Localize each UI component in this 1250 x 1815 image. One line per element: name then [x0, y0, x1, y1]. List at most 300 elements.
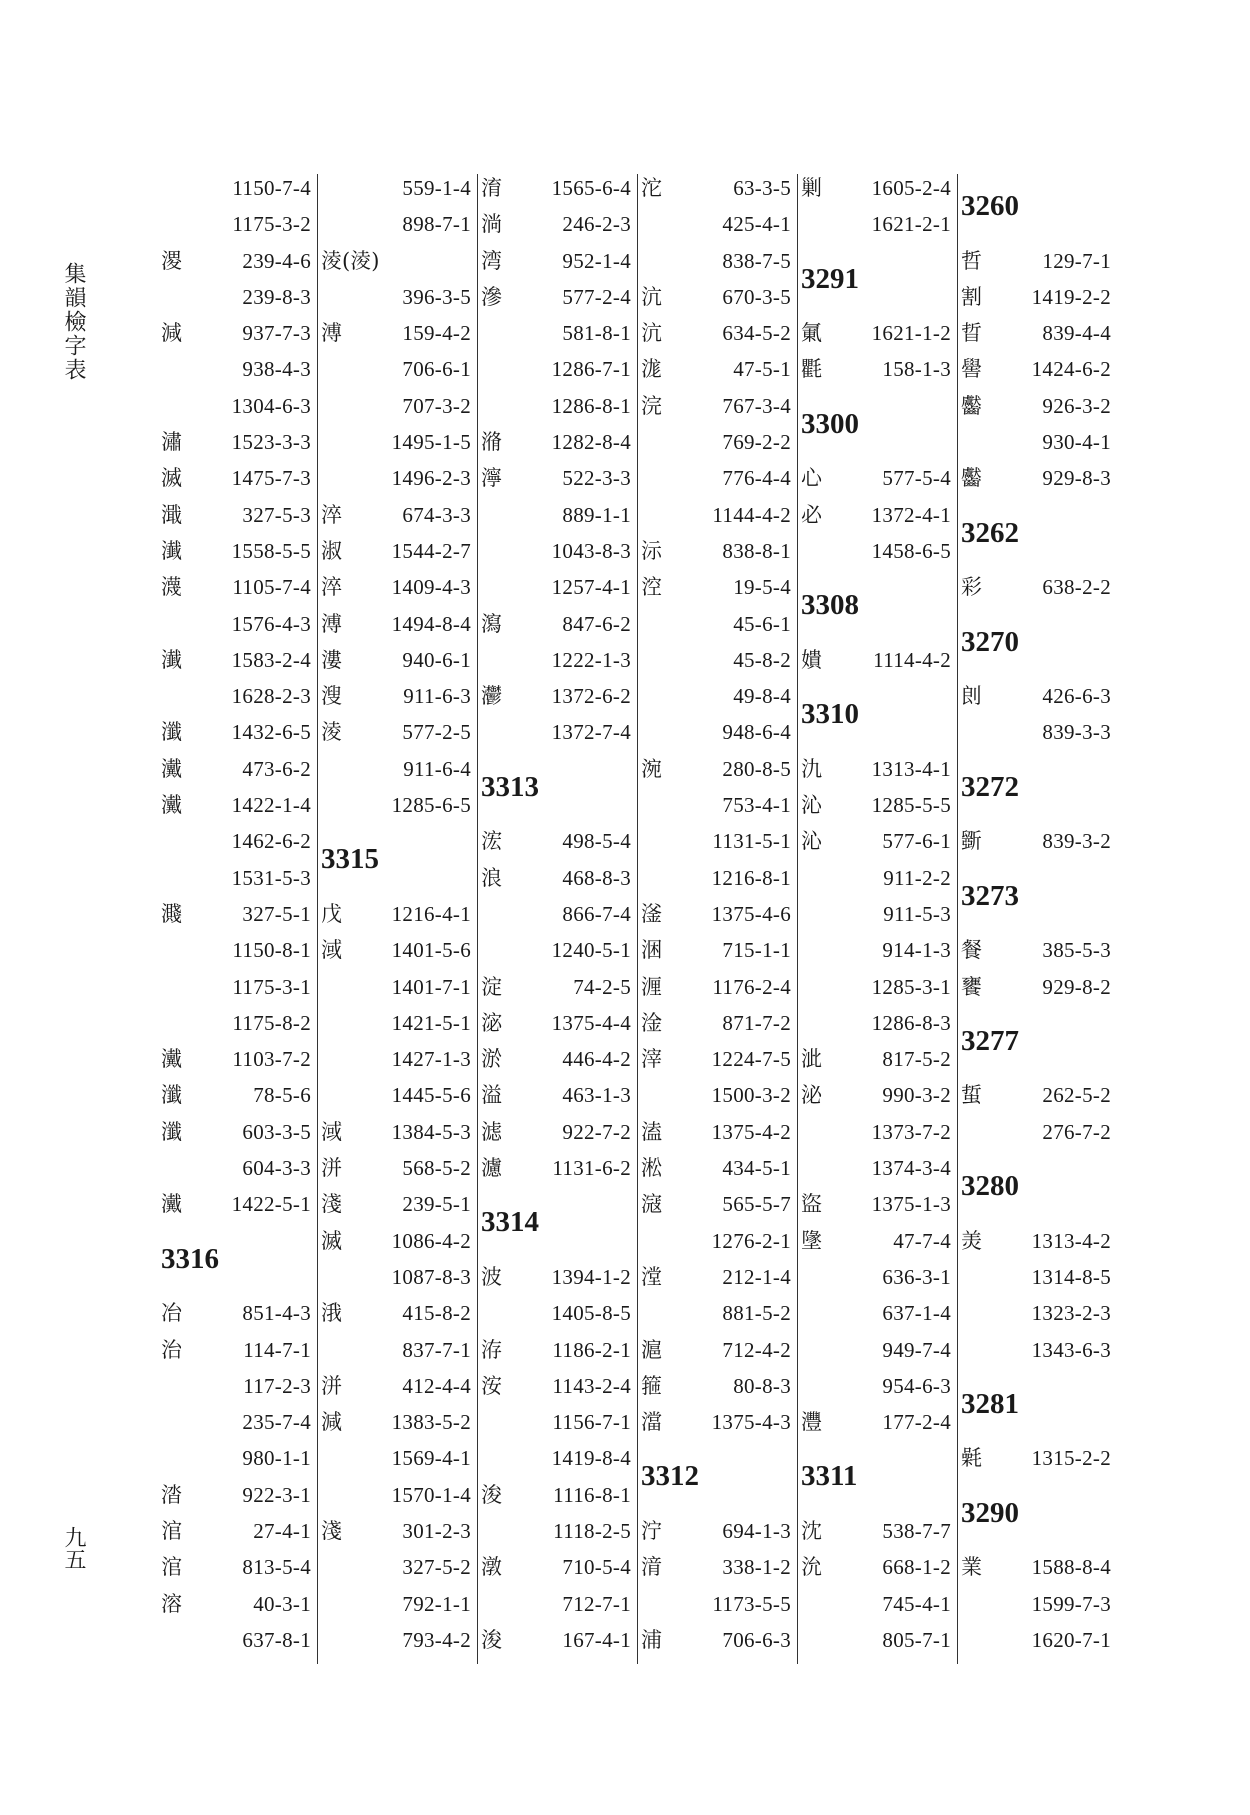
index-entry: [319, 606, 479, 642]
index-entry: [959, 969, 1119, 1005]
entry-character: 瀻: [161, 756, 182, 781]
entry-reference: 1286-7-1: [551, 357, 631, 382]
entry-character: 濈: [161, 502, 182, 527]
entry-reference: 911-2-2: [883, 865, 951, 890]
entry-reference: 839-3-3: [1042, 720, 1111, 745]
entry-reference: 1285-6-5: [391, 793, 471, 818]
entry-character: 剿: [801, 176, 822, 200]
entry-character: 滱: [641, 1192, 662, 1217]
entry-reference: 707-3-2: [402, 393, 471, 418]
index-entry: [479, 424, 639, 460]
entry-reference: 426-6-3: [1042, 684, 1111, 709]
entry-character: 潚: [161, 430, 182, 455]
entry-character: 浚: [481, 1627, 502, 1652]
entry-reference: 637-1-4: [882, 1301, 951, 1326]
entry-reference: 159-4-2: [402, 321, 471, 346]
entry-character: 淯: [481, 176, 502, 200]
entry-reference: 522-3-3: [562, 466, 631, 491]
entry-reference: 78-5-6: [253, 1083, 311, 1108]
entry-character: 沱: [641, 176, 662, 200]
index-entry: [639, 569, 799, 605]
entry-character: 滏: [641, 901, 662, 926]
entry-reference: 1372-6-2: [551, 684, 631, 709]
entry-reference: 1323-2-3: [1031, 1301, 1111, 1326]
group-heading: 3308: [801, 589, 859, 622]
entry-character: 必: [801, 502, 822, 527]
index-entry: [319, 1186, 479, 1222]
entry-reference: 301-2-3: [402, 1518, 471, 1543]
index-entry: [319, 969, 479, 1005]
entry-reference: 838-8-1: [722, 538, 791, 563]
index-entry: [159, 1368, 319, 1404]
entry-reference: 1405-8-5: [551, 1301, 631, 1326]
entry-character: 滤: [481, 1119, 502, 1144]
index-entry: [159, 642, 319, 678]
index-entry: [799, 1005, 959, 1041]
entry-reference: 1313-4-1: [871, 756, 951, 781]
index-entry: [639, 1005, 799, 1041]
entry-character: 湇: [641, 1555, 662, 1580]
index-entry: [319, 896, 479, 932]
index-entry: [159, 932, 319, 968]
index-entry: [959, 388, 1119, 424]
index-entry: [159, 1586, 319, 1622]
entry-character: 羙: [961, 1228, 982, 1253]
entry-character: 彩: [961, 575, 982, 600]
group-heading: 3300: [801, 407, 859, 440]
entry-reference: 581-8-1: [562, 321, 631, 346]
index-entry: [479, 497, 639, 533]
entry-reference: 1375-4-2: [711, 1119, 791, 1144]
entry-reference: 463-1-3: [562, 1083, 631, 1108]
index-entry: [639, 533, 799, 569]
index-entry: [799, 860, 959, 896]
entry-reference: 1544-2-7: [391, 538, 471, 563]
index-entry: [639, 1549, 799, 1585]
index-entry: [799, 460, 959, 496]
entry-character: 瀐: [161, 538, 182, 563]
index-entry: [639, 751, 799, 787]
index-entry: [639, 787, 799, 823]
index-entry: [479, 932, 639, 968]
entry-character: 瀻: [161, 1192, 182, 1217]
entry-character: 湾: [481, 248, 502, 273]
entry-reference: 898-7-1: [402, 212, 471, 237]
entry-reference: 239-5-1: [402, 1192, 471, 1217]
index-entry: [319, 1295, 479, 1331]
entry-character: 沆: [641, 321, 662, 346]
page-number: 九五: [61, 1526, 86, 1570]
entry-character: 減: [321, 1410, 342, 1435]
index-entry: [799, 1549, 959, 1585]
entry-character: 餐: [961, 938, 982, 963]
column-divider: [957, 174, 958, 1664]
entry-reference: 668-1-2: [882, 1555, 951, 1580]
index-column: [479, 170, 639, 1665]
entry-character: 淬: [321, 575, 342, 600]
index-entry: [159, 1077, 319, 1113]
entry-reference: 446-4-2: [562, 1047, 631, 1072]
entry-reference: 604-3-3: [242, 1156, 311, 1181]
index-entry: [319, 424, 479, 460]
entry-reference: 948-6-4: [722, 720, 791, 745]
index-entry: [319, 569, 479, 605]
entry-reference: 276-7-2: [1042, 1119, 1111, 1144]
entry-reference: 769-2-2: [722, 430, 791, 455]
index-entry: [319, 533, 479, 569]
entry-character: 淦: [641, 1010, 662, 1035]
entry-reference: 1523-3-3: [231, 430, 311, 455]
entry-reference: 1621-2-1: [871, 212, 951, 237]
entry-character: 瀎: [161, 575, 182, 600]
index-entry: [479, 896, 639, 932]
entry-character: 洝: [481, 1373, 502, 1398]
entry-reference: 1475-7-3: [231, 466, 311, 491]
index-entry: [799, 751, 959, 787]
index-entry: [959, 315, 1119, 351]
index-entry: [479, 642, 639, 678]
index-entry: [159, 1041, 319, 1077]
entry-reference: 1175-8-2: [232, 1010, 311, 1035]
entry-character: 溭: [161, 248, 182, 273]
index-entry: [639, 388, 799, 424]
index-entry: [159, 751, 319, 787]
entry-reference: 1605-2-4: [871, 176, 951, 200]
entry-reference: 1224-7-5: [711, 1047, 791, 1072]
index-entry: [639, 932, 799, 968]
index-entry: [159, 1186, 319, 1222]
index-entry: [799, 1259, 959, 1295]
index-entry: [639, 969, 799, 1005]
index-entry: [159, 315, 319, 351]
entry-reference: 239-8-3: [242, 284, 311, 309]
index-entry: [959, 1440, 1119, 1476]
index-entry: [639, 243, 799, 279]
entry-reference: 239-4-6: [242, 248, 311, 273]
entry-character: 沶: [641, 538, 662, 563]
entry-reference: 1043-8-3: [551, 538, 631, 563]
entry-reference: 1419-2-2: [1031, 284, 1111, 309]
group-heading: 3281: [961, 1387, 1019, 1420]
entry-character: 浦: [641, 1627, 662, 1652]
entry-reference: 565-5-7: [722, 1192, 791, 1217]
entry-reference: 262-5-2: [1042, 1083, 1111, 1108]
entry-character: 齾: [961, 393, 982, 418]
entry-character: 瀸: [161, 1083, 182, 1108]
index-entry: [159, 460, 319, 496]
entry-reference: 538-7-7: [882, 1518, 951, 1543]
index-entry: [479, 714, 639, 750]
entry-reference: 1375-4-6: [711, 901, 791, 926]
entry-character: 淩(淩): [321, 248, 380, 273]
entry-reference: 280-8-5: [722, 756, 791, 781]
entry-reference: 911-6-4: [403, 756, 471, 781]
entry-reference: 1372-7-4: [551, 720, 631, 745]
index-entry: [639, 1332, 799, 1368]
index-entry: [159, 1005, 319, 1041]
index-entry: [799, 1223, 959, 1259]
index-entry: [479, 1404, 639, 1440]
entry-character: 剆: [961, 684, 982, 709]
entry-reference: 1150-8-1: [232, 938, 311, 963]
entry-character: 淬: [321, 502, 342, 527]
index-entry: [959, 279, 1119, 315]
entry-reference: 954-6-3: [882, 1373, 951, 1398]
index-column: [639, 170, 799, 1665]
index-entry: [639, 206, 799, 242]
entry-character: 浤: [481, 829, 502, 854]
entry-reference: 914-1-3: [882, 938, 951, 963]
index-entry: [319, 1332, 479, 1368]
entry-reference: 1383-5-2: [391, 1410, 471, 1435]
entry-reference: 1421-5-1: [391, 1010, 471, 1035]
index-entry: [959, 1077, 1119, 1113]
index-entry: [639, 279, 799, 315]
index-entry: [639, 1041, 799, 1077]
entry-character: 濘: [481, 466, 502, 491]
entry-character: 溥: [321, 321, 342, 346]
index-entry: [479, 606, 639, 642]
index-entry: [799, 1114, 959, 1150]
entry-reference: 1628-2-3: [231, 684, 311, 709]
entry-character: 淀: [481, 974, 502, 999]
index-entry: [319, 1077, 479, 1113]
index-entry: [639, 1259, 799, 1295]
entry-character: 沁: [801, 829, 822, 854]
entry-reference: 1494-8-4: [391, 611, 471, 636]
index-entry: [959, 243, 1119, 279]
entry-reference: 1087-8-3: [391, 1264, 471, 1289]
index-entry: [639, 424, 799, 460]
entry-reference: 1343-6-3: [1031, 1337, 1111, 1362]
index-entry: [799, 170, 959, 206]
index-entry: [319, 1150, 479, 1186]
index-entry: [479, 1150, 639, 1186]
entry-reference: 568-5-2: [402, 1156, 471, 1181]
index-entry: [479, 1440, 639, 1476]
entry-reference: 1257-4-1: [551, 575, 631, 600]
entry-reference: 706-6-3: [722, 1627, 791, 1652]
index-entry: [799, 787, 959, 823]
entry-character: 淑: [321, 538, 342, 563]
index-entry: [479, 460, 639, 496]
entry-character: 瀉: [481, 611, 502, 636]
index-entry: [159, 678, 319, 714]
entry-reference: 839-4-4: [1042, 321, 1111, 346]
index-entry: [799, 206, 959, 242]
group-heading: 3290: [961, 1496, 1019, 1529]
index-entry: [159, 497, 319, 533]
index-entry: [959, 823, 1119, 859]
entry-reference: 1375-1-3: [871, 1192, 951, 1217]
entry-reference: 235-7-4: [242, 1410, 311, 1435]
group-heading: 3291: [801, 262, 859, 295]
index-entry: [159, 279, 319, 315]
group-heading: 3272: [961, 770, 1019, 803]
entry-character: 淧: [481, 1010, 502, 1035]
entry-reference: 937-7-3: [242, 321, 311, 346]
entry-reference: 1304-6-3: [231, 393, 311, 418]
entry-reference: 1375-4-3: [711, 1410, 791, 1435]
entry-character: 湹: [641, 974, 662, 999]
entry-character: 氿: [801, 756, 822, 781]
entry-reference: 45-6-1: [733, 611, 791, 636]
index-entry: [159, 533, 319, 569]
entry-reference: 1114-4-2: [873, 647, 951, 672]
index-entry: [319, 1368, 479, 1404]
index-entry: [159, 388, 319, 424]
entry-reference: 577-6-1: [882, 829, 951, 854]
entry-reference: 1131-6-2: [552, 1156, 631, 1181]
entry-reference: 1086-4-2: [391, 1228, 471, 1253]
index-entry: [319, 279, 479, 315]
index-entry: [639, 1077, 799, 1113]
entry-character: 浚: [481, 1482, 502, 1507]
entry-reference: 1495-1-5: [391, 430, 471, 455]
index-entry: [479, 1622, 639, 1658]
entry-reference: 929-8-3: [1042, 466, 1111, 491]
entry-reference: 1282-8-4: [551, 430, 631, 455]
entry-reference: 1373-7-2: [871, 1119, 951, 1144]
entry-reference: 839-3-2: [1042, 829, 1111, 854]
index-entry: [799, 1404, 959, 1440]
entry-reference: 212-1-4: [722, 1264, 791, 1289]
index-entry: [159, 823, 319, 859]
group-heading: 3310: [801, 698, 859, 731]
index-entry: [799, 1295, 959, 1331]
entry-reference: 1240-5-1: [551, 938, 631, 963]
index-entry: [319, 642, 479, 678]
index-entry: [479, 170, 639, 206]
index-entry: [799, 1041, 959, 1077]
entry-character: 瀐: [161, 647, 182, 672]
index-column: [159, 170, 319, 1665]
entry-character: 溢: [481, 1083, 502, 1108]
index-entry: [319, 1041, 479, 1077]
entry-reference: 1401-7-1: [391, 974, 471, 999]
entry-reference: 415-8-2: [402, 1301, 471, 1326]
entry-reference: 866-7-4: [562, 901, 631, 926]
index-entry: [639, 1368, 799, 1404]
column-divider: [637, 174, 638, 1664]
index-entry: [799, 1513, 959, 1549]
entry-reference: 1422-1-4: [231, 793, 311, 818]
entry-reference: 938-4-3: [242, 357, 311, 382]
group-heading: 3262: [961, 516, 1019, 549]
index-entry: [639, 170, 799, 206]
entry-reference: 817-5-2: [882, 1047, 951, 1072]
entry-reference: 805-7-1: [882, 1627, 951, 1652]
index-entry: [319, 1440, 479, 1476]
index-entry: [799, 315, 959, 351]
index-entry: [319, 243, 479, 279]
entry-reference: 74-2-5: [573, 974, 631, 999]
index-entry: [639, 714, 799, 750]
index-entry: [319, 1259, 479, 1295]
index-entry: [799, 896, 959, 932]
entry-character: 潃: [481, 430, 502, 455]
entry-character: 溲: [321, 684, 342, 709]
entry-reference: 177-2-4: [882, 1410, 951, 1435]
index-entry: [319, 787, 479, 823]
index-entry: [959, 678, 1119, 714]
entry-character: 淢: [321, 1119, 342, 1144]
entry-reference: 559-1-4: [402, 176, 471, 200]
entry-reference: 1372-4-1: [871, 502, 951, 527]
entry-character: 業: [961, 1555, 982, 1580]
entry-reference: 952-1-4: [562, 248, 631, 273]
entry-character: 溶: [161, 1591, 182, 1616]
index-entry: [479, 1549, 639, 1585]
entry-reference: 776-4-4: [722, 466, 791, 491]
index-entry: [799, 497, 959, 533]
side-title: 集韻檢字表: [61, 262, 86, 382]
entry-character: 淤: [481, 1047, 502, 1072]
entry-reference: 45-8-2: [733, 647, 791, 672]
entry-reference: 1462-6-2: [231, 829, 311, 854]
index-entry: [959, 1622, 1119, 1658]
entry-reference: 990-3-2: [882, 1083, 951, 1108]
entry-character: 溥: [321, 611, 342, 636]
index-entry: [479, 1586, 639, 1622]
entry-reference: 1409-4-3: [391, 575, 471, 600]
entry-reference: 813-5-4: [242, 1555, 311, 1580]
entry-reference: 745-4-1: [882, 1591, 951, 1616]
entry-character: 氍: [801, 357, 822, 382]
entry-reference: 167-4-1: [562, 1627, 631, 1652]
entry-reference: 425-4-1: [722, 212, 791, 237]
index-entry: [319, 751, 479, 787]
entry-character: 沇: [801, 1555, 822, 1580]
entry-reference: 1315-2-2: [1031, 1446, 1111, 1471]
entry-reference: 1394-1-2: [551, 1264, 631, 1289]
entry-reference: 468-8-3: [562, 865, 631, 890]
group-heading: 3260: [961, 190, 1019, 222]
group-heading: 3316: [161, 1242, 219, 1275]
entry-character: 滅: [321, 1228, 342, 1253]
entry-reference: 327-5-1: [242, 901, 311, 926]
group-heading: 3313: [481, 770, 539, 803]
entry-character: 淩: [321, 720, 342, 745]
entry-character: 割: [961, 284, 982, 309]
index-entry: [319, 315, 479, 351]
entry-reference: 1222-1-3: [551, 647, 631, 672]
index-entry: [799, 642, 959, 678]
index-columns: [159, 170, 1119, 1670]
entry-character: 洊: [481, 1337, 502, 1362]
index-entry: [639, 1223, 799, 1259]
index-entry: [319, 1404, 479, 1440]
index-entry: [319, 351, 479, 387]
index-entry: [319, 1549, 479, 1585]
entry-reference: 80-8-3: [733, 1373, 791, 1398]
group-heading: 3270: [961, 625, 1019, 658]
entry-reference: 1116-8-1: [553, 1482, 631, 1507]
entry-reference: 930-4-1: [1042, 430, 1111, 455]
index-entry: [159, 1440, 319, 1476]
index-entry: [319, 1477, 479, 1513]
entry-character: 洴: [321, 1373, 342, 1398]
entry-reference: 1216-8-1: [711, 865, 791, 890]
index-entry: [479, 388, 639, 424]
entry-reference: 911-6-3: [403, 684, 471, 709]
entry-character: 沁: [801, 793, 822, 818]
entry-reference: 926-3-2: [1042, 393, 1111, 418]
entry-reference: 396-3-5: [402, 284, 471, 309]
entry-character: 泌: [801, 1083, 822, 1108]
entry-character: 涾: [161, 1482, 182, 1507]
index-entry: [959, 1586, 1119, 1622]
